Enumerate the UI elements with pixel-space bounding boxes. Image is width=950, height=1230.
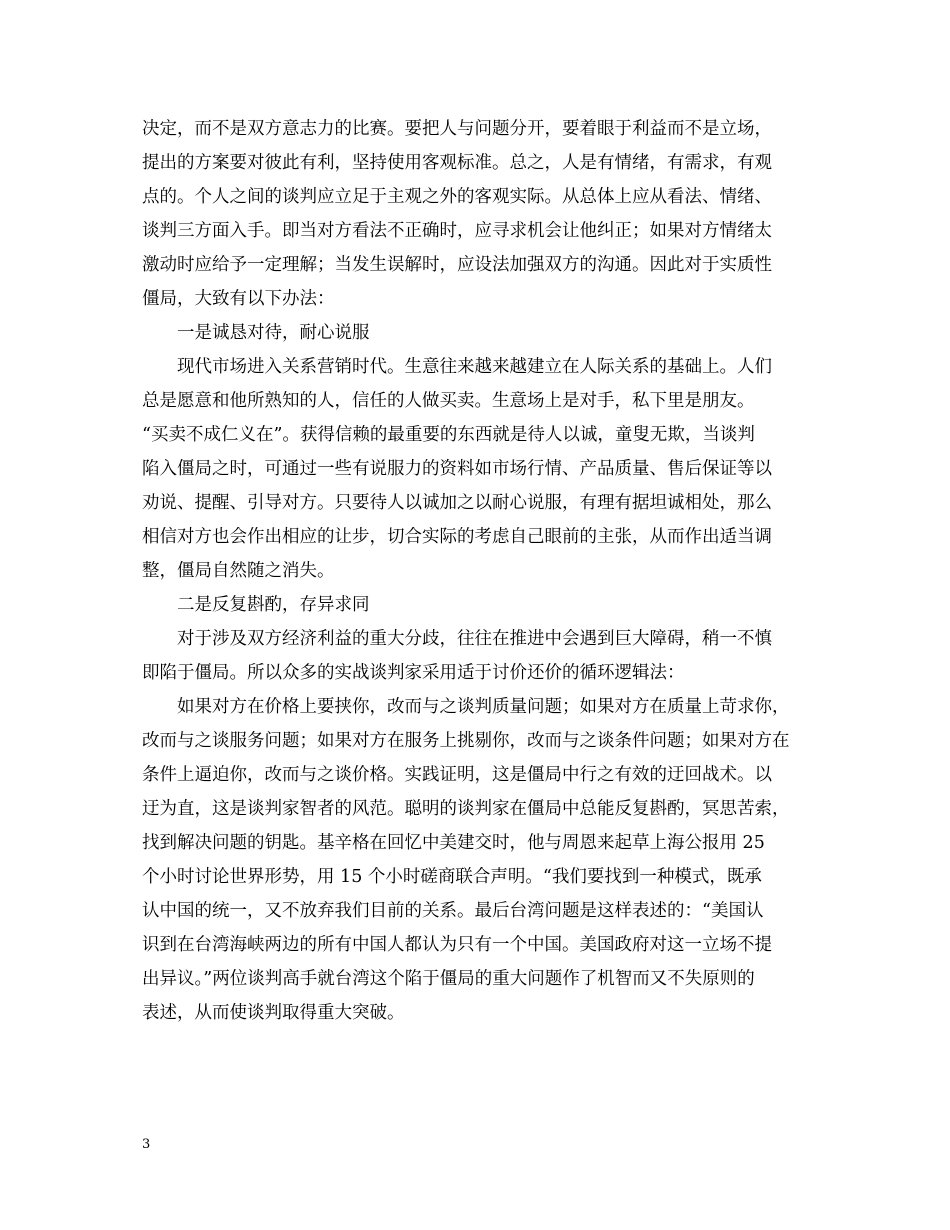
- text-line: 整，僵局自然随之消失。: [142, 561, 335, 581]
- text-line: 识到在台湾海峡两边的所有中国人都认为只有一个中国。美国政府对这一立场不提: [142, 935, 772, 955]
- text-line: 激动时应给予一定理解；当发生误解时，应设法加强双方的沟通。因此对于实质性: [142, 255, 772, 275]
- text-line: 提出的方案要对彼此有利，坚持使用客观标准。总之，人是有情绪，有需求，有观: [142, 153, 772, 173]
- text-line: 认中国的统一，又不放弃我们目前的关系。最后台湾问题是这样表述的：“美国认: [142, 901, 764, 921]
- body-text: [142, 112, 832, 1030]
- page-number: 3: [142, 1137, 151, 1152]
- text-line: 僵局，大致有以下办法：: [142, 289, 335, 309]
- text-line: 对于涉及双方经济利益的重大分歧，往往在推进中会遇到巨大障碍，稍一不慎: [177, 629, 772, 649]
- text-line: 迂为直，这是谈判家智者的风范。聪明的谈判家在僵局中总能反复斟酌，冥思苦索，: [142, 799, 790, 819]
- text-line: 出异议。”两位谈判高手就台湾这个陷于僵局的重大问题作了机智而又不失原则的: [142, 969, 755, 989]
- text-line: 谈判三方面入手。即当对方看法不正确时，应寻求机会让他纠正；如果对方情绪太: [142, 221, 772, 241]
- text-line: 现代市场进入关系营销时代。生意往来越来越建立在人际关系的基础上。人们: [177, 357, 772, 377]
- text-line: 表述，从而使谈判取得重大突破。: [142, 1003, 405, 1023]
- text-line: 总是愿意和他所熟知的人，信任的人做买卖。生意场上是对手，私下里是朋友。: [142, 391, 755, 411]
- text-line: 二是反复斟酌，存异求同: [177, 595, 370, 615]
- text-line: 找到解决问题的钥匙。基辛格在回忆中美建交时，他与周恩来起草上海公报用 25: [142, 833, 765, 853]
- text-line: 如果对方在价格上要挟你，改而与之谈判质量问题；如果对方在质量上苛求你，: [177, 697, 790, 717]
- text-line: 点的。个人之间的谈判应立足于主观之外的客观实际。从总体上应从看法、情绪、: [142, 187, 772, 207]
- text-line: 决定，而不是双方意志力的比赛。要把人与问题分开，要着眼于利益而不是立场，: [142, 119, 772, 139]
- text-line: “买卖不成仁义在”。获得信赖的最重要的东西就是待人以诚，童叟无欺，当谈判: [142, 425, 755, 445]
- text-line: 即陷于僵局。所以众多的实战谈判家采用适于讨价还价的循环逻辑法：: [142, 663, 685, 683]
- text-line: 一是诚恳对待，耐心说服: [177, 323, 370, 343]
- text-line: 条件上逼迫你，改而与之谈价格。实践证明，这是僵局中行之有效的迂回战术。以: [142, 765, 772, 785]
- text-line: 个小时讨论世界形势，用 15 个小时磋商联合声明。“我们要找到一种模式，既承: [142, 867, 762, 887]
- text-line: 相信对方也会作出相应的让步，切合实际的考虑自己眼前的主张，从而作出适当调: [142, 527, 772, 547]
- text-line: 陷入僵局之时，可通过一些有说服力的资料如市场行情、产品质量、售后保证等以: [142, 459, 772, 479]
- text-line: 劝说、提醒、引导对方。只要待人以诚加之以耐心说服，有理有据坦诚相处，那么: [142, 493, 772, 513]
- text-line: 改而与之谈服务问题；如果对方在服务上挑剔你，改而与之谈条件问题；如果对方在: [142, 731, 790, 751]
